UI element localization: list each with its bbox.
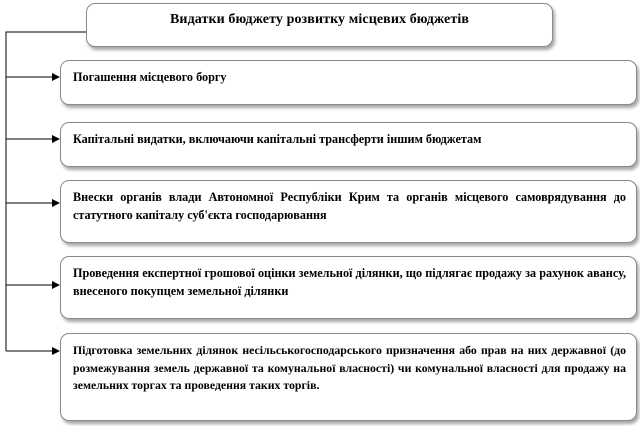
diagram-title-box [86, 3, 553, 47]
expense-item-capital-expenditures [60, 122, 637, 167]
expense-item-label: Підготовка земельних ділянок несільськогосподарського призначення або прав на них державної (до розмежування земель державної та комунальної власності) чи комунальної власності для продажу на земельних торгах та проведення таких торгів. [73, 343, 626, 392]
expense-item-land-auction-preparation [60, 333, 637, 421]
expense-item-label: Погашення місцевого боргу [73, 70, 227, 84]
expense-item-label: Внески органів влади Автономної Республіки Крим та органів місцевого самоврядування до статутного капіталу суб'єкта господарювання [73, 190, 626, 222]
expense-item-land-valuation [60, 256, 637, 319]
expense-item-label: Проведення експертної грошової оцінки земельної ділянки, що підлягає продажу за рахунок авансу, внесеного покупцем земельної ділянки [73, 266, 626, 298]
expense-item-label: Капітальні видатки, включаючи капітальні трансферти іншим бюджетам [73, 132, 482, 146]
expense-item-authorized-capital-contributions [60, 180, 637, 243]
diagram-title: Видатки бюджету розвитку місцевих бюджетів [169, 12, 469, 27]
expense-item-debt-repayment [60, 60, 637, 105]
